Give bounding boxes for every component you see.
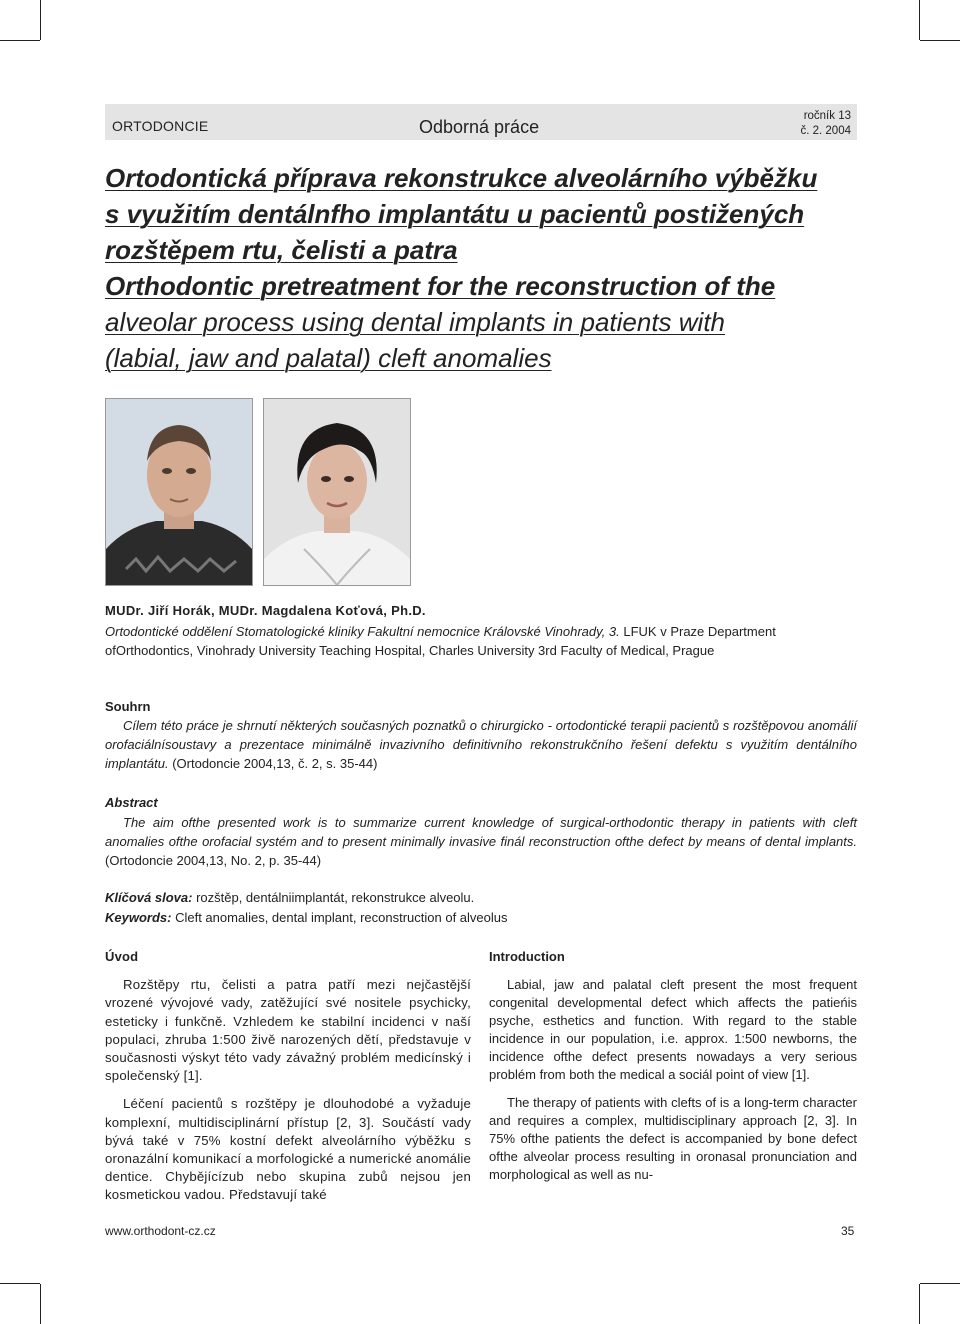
souhrn-citation: (Ortodoncie 2004,13, č. 2, s. 35-44) [172, 756, 378, 771]
souhrn-body: Cílem této práce je shrnutí některých současných poznatků o chirurgicko - ortodontické terapii pacientů s rozštěpovou anomálií orofaciálnísoustavy a prezentace minimálně invazivního definitivního rekonstrukčního řešení defektu s využitím dentálního implantátu. [105, 718, 857, 771]
journal-section: ORTODONCIE [112, 118, 209, 134]
page-number: 35 [841, 1224, 855, 1238]
issue: č. 2. 2004 [800, 125, 851, 137]
crop-mark [40, 1284, 41, 1324]
abstract-citation: (Ortodoncie 2004,13, No. 2, p. 35-44) [105, 853, 322, 868]
uvod-paragraph: Léčení pacientů s rozštěpy je dlouhodobé a vyžaduje komplexní, multidisciplinární přístup [2, 3]. Součástí vady bývá také v 75% kostní defekt alveolárního výběžku s oronazální komunikací a morfologické a numerické anomálie dentice. Chybějícízub nebo skupina zubů nejsou jen kosmetickou vadou. Představují také [105, 1096, 471, 1203]
keywords-en-label: Keywords: [105, 910, 172, 925]
keywords-en [105, 910, 508, 925]
crop-mark [920, 1283, 960, 1284]
crop-mark [919, 0, 920, 40]
crop-mark [0, 40, 40, 41]
title-cz-line: rozštěpem rtu, čelisti a patra [105, 235, 458, 265]
keywords-cz-text: rozštěp, dentálniimplantát, rekonstrukce alveolu. [196, 890, 475, 905]
uvod-heading: Úvod [105, 949, 139, 964]
portrait-male-image [106, 399, 252, 585]
crop-mark [0, 1283, 40, 1284]
introduction-column [489, 948, 857, 1194]
abstract-heading: Abstract [105, 795, 158, 810]
footer-url: www.orthodont-cz.cz [105, 1224, 216, 1238]
introduction-paragraph: Labial, jaw and palatal cleft present the most frequent congenital developmental defect which affects the patieńis psyche, esthetics and function. With regard to the stable incidence in our population, i.e. approx. 1:500 newborns, the incidence ofthe defect presents nowadays a very serious problém from both the medical a sociál point of view [1]. [489, 977, 857, 1082]
crop-mark [919, 1284, 920, 1324]
author-photo-female [263, 398, 411, 586]
article-title [105, 160, 865, 376]
crop-mark [920, 40, 960, 41]
keywords-cz [105, 890, 474, 905]
authors: MUDr. Jiří Horák, MUDr. Magdalena Koťová, Ph.D. [105, 603, 426, 618]
keywords-en-text: Cleft anomalies, dental implant, reconstruction of alveolus [175, 910, 508, 925]
keywords-cz-label: Klíčová slova: [105, 890, 193, 905]
author-photo-male [105, 398, 253, 586]
souhrn-heading: Souhrn [105, 699, 151, 714]
affiliation-cz: Ortodontické oddělení Stomatologické kliniky Fakultní nemocnice Královské Vinohrady, 3. [105, 624, 620, 639]
affiliation-en: LFUK v Praze Department ofOrthodontics, Vinohrady University Teaching Hospital, Charles University 3rd Faculty of Medical, Prague [105, 624, 776, 658]
crop-mark [40, 0, 41, 40]
header-band [105, 104, 857, 140]
uvod-column [105, 948, 471, 1215]
abstract-text [105, 813, 857, 870]
title-en-line: alveolar process using dental implants in patients with [105, 307, 726, 337]
title-en-line: Orthodontic pretreatment for the reconstruction of the [105, 271, 776, 301]
article-category: Odborná práce [419, 117, 540, 137]
title-en-line: (labial, jaw and palatal) cleft anomalies [105, 343, 552, 373]
uvod-paragraph: Rozštěpy rtu, čelisti a patra patří mezi nejčastější vrozené vývojové vady, zatěžující své nositele psychicky, esteticky i funkčně. Vzhledem ke stabilní incidenci v naší populaci, zhruba 1:500 živě narozených dětí, představuje v současnosti výskyt této vady závažný problém medicínský i společenský [1]. [105, 977, 471, 1084]
title-cz-line: Ortodontická příprava rekonstrukce alveolárního výběžku [105, 163, 818, 193]
affiliation [105, 622, 857, 660]
souhrn-text [105, 716, 857, 773]
introduction-paragraph: The therapy of patients with clefts of is a long-term character and requires a complex, multidisciplinary approach [2, 3]. In 75% ofthe patients the defect is accompanied by bone defect ofthe alveolar process resulting in oronasal pronunciation and morphological as well as nu- [489, 1095, 857, 1182]
issue-info [800, 109, 851, 139]
introduction-heading: Introduction [489, 949, 565, 964]
abstract-body: The aim ofthe presented work is to summarize current knowledge of surgical-orthodontic therapy in patients with cleft anomalies ofthe orofacial systém and to present minimally invasive finál reconstruction ofthe defect by means of dental implants. [105, 815, 857, 849]
portrait-female-image [264, 399, 410, 585]
volume: ročník 13 [803, 110, 851, 122]
title-cz-line: s využitím dentálnfho implantátu u pacientů postižených [105, 199, 805, 229]
